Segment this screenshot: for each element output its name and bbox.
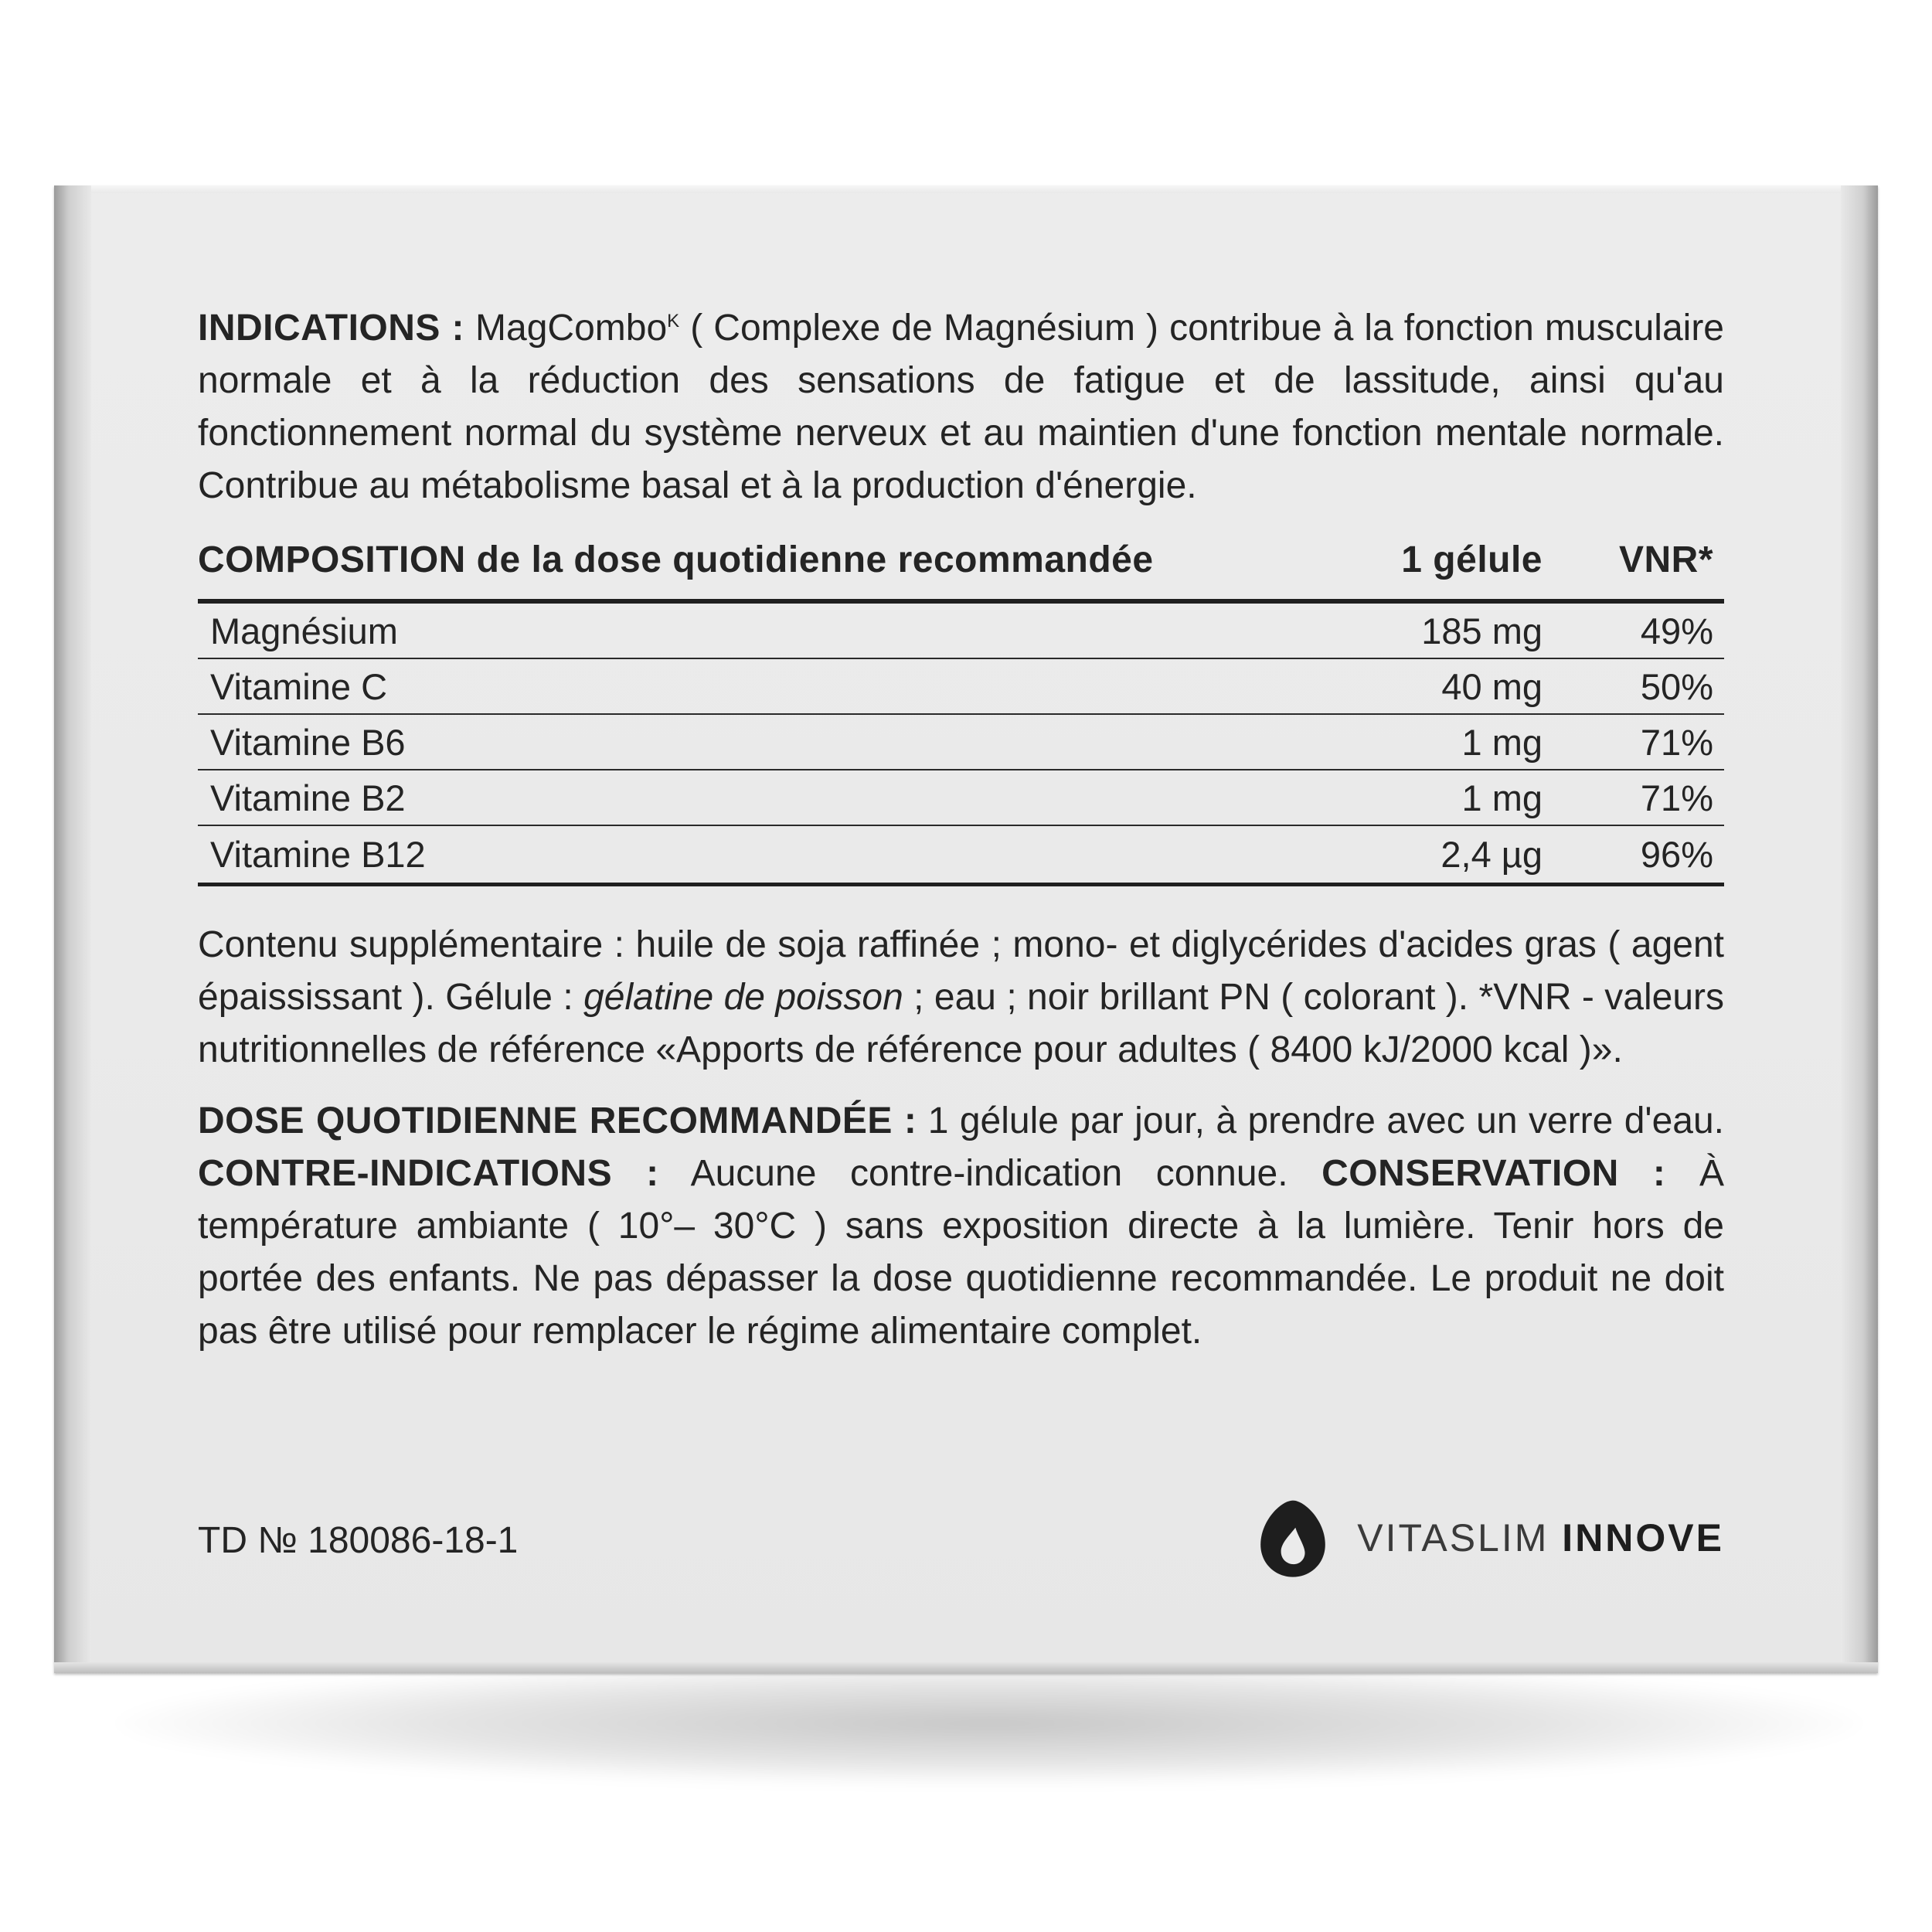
td-number: TD № 180086-18-1	[198, 1520, 519, 1561]
contraindications-label: CONTRE-INDICATIONS :	[198, 1153, 659, 1194]
nutrient-quantity: 2,4 µg	[1440, 834, 1543, 875]
composition-title	[198, 534, 1311, 587]
supplementary-text-1: Contenu supplémentaire : huile de soja raffinée ; mono- et diglycérides d'acides gras ( agent épaississant ). Gélule :	[198, 924, 1724, 1018]
nutrient-quantity: 40 mg	[1441, 665, 1543, 707]
water-drop-icon	[1250, 1495, 1335, 1580]
nutrient-vnr: 71%	[1640, 777, 1713, 818]
column-header-vnr	[1543, 534, 1724, 587]
box-bottom-edge	[54, 1662, 1878, 1673]
nutrient-name: Magnésium	[210, 610, 398, 651]
table-row	[198, 826, 1724, 886]
supplementary-text-2: ; eau ; noir brillant PN ( colorant ). *VNR - valeurs nutritionnelles de référence «Apports de référence pour adultes ( 8400 kJ/2000 kcal )».	[198, 977, 1725, 1070]
supplementary-italic: gélatine de poisson	[583, 977, 903, 1018]
brand-name-light: VITASLIM	[1357, 1516, 1549, 1560]
indications-paragraph	[198, 302, 1724, 512]
box-left-flap	[54, 185, 91, 1673]
column-header-qty-text: 1 gélule	[1401, 539, 1543, 580]
brand-name-bold: INNOVE	[1562, 1516, 1724, 1560]
dose-paragraph	[198, 1095, 1724, 1358]
label-footer	[198, 1499, 1724, 1577]
box-right-flap	[1841, 185, 1878, 1673]
table-row	[198, 770, 1724, 826]
nutrient-vnr: 71%	[1640, 721, 1713, 763]
nutrient-vnr: 49%	[1640, 610, 1713, 651]
dose-text: 1 gélule par jour, à prendre avec un verre d'eau.	[917, 1100, 1725, 1141]
nutrient-vnr: 50%	[1640, 665, 1713, 707]
nutrient-name: Vitamine C	[210, 665, 388, 707]
box-shadow	[116, 1662, 1862, 1785]
table-row	[198, 715, 1724, 770]
conservation-text: À température ambiante ( 10°– 30°C ) sans exposition directe à la lumière. Tenir hors de portée des enfants. Ne pas dépasser la dose quotidienne recommandée. Le produit ne doit pas être utilisé pour remplacer le régime alimentaire complet.	[198, 1153, 1725, 1352]
nutrient-quantity: 185 mg	[1421, 610, 1543, 651]
composition-rows	[198, 604, 1724, 886]
supplementary-paragraph	[198, 919, 1724, 1077]
nutrient-name: Vitamine B2	[210, 777, 406, 818]
label-content	[198, 302, 1724, 1358]
conservation-label: CONSERVATION :	[1321, 1153, 1666, 1194]
table-row	[198, 604, 1724, 659]
nutrient-name: Vitamine B6	[210, 721, 406, 763]
dose-label: DOSE QUOTIDIENNE RECOMMANDÉE :	[198, 1100, 917, 1141]
nutrient-name: Vitamine B12	[210, 834, 426, 875]
column-header-qty	[1311, 534, 1543, 587]
column-header-vnr-text: VNR*	[1618, 539, 1713, 580]
nutrient-quantity: 1 mg	[1461, 721, 1543, 763]
box-top-edge	[54, 185, 1878, 193]
nutrient-quantity: 1 mg	[1461, 777, 1543, 818]
product-superscript: K	[667, 311, 680, 332]
product-name: MagCombo	[475, 308, 668, 349]
indications-text: ( Complexe de Magnésium ) contribue à la fonction musculaire normale et à la réduction des sensations de fatigue et de lassitude, ainsi qu'au fonctionnement normal du système nerveux et au maintien d'une fonction mentale normale. Contribue au métabolisme basal et à la production d'énergie.	[198, 308, 1724, 506]
indications-label: INDICATIONS :	[198, 308, 464, 349]
composition-header	[198, 534, 1724, 604]
composition-table	[198, 534, 1724, 886]
table-row	[198, 659, 1724, 715]
brand-logo	[1250, 1499, 1724, 1577]
nutrient-vnr: 96%	[1640, 834, 1713, 875]
brand-name	[1357, 1515, 1724, 1560]
contraindications-text: Aucune contre-indication connue.	[658, 1153, 1322, 1194]
composition-title-text: COMPOSITION de la dose quotidienne recommandée	[198, 539, 1154, 580]
